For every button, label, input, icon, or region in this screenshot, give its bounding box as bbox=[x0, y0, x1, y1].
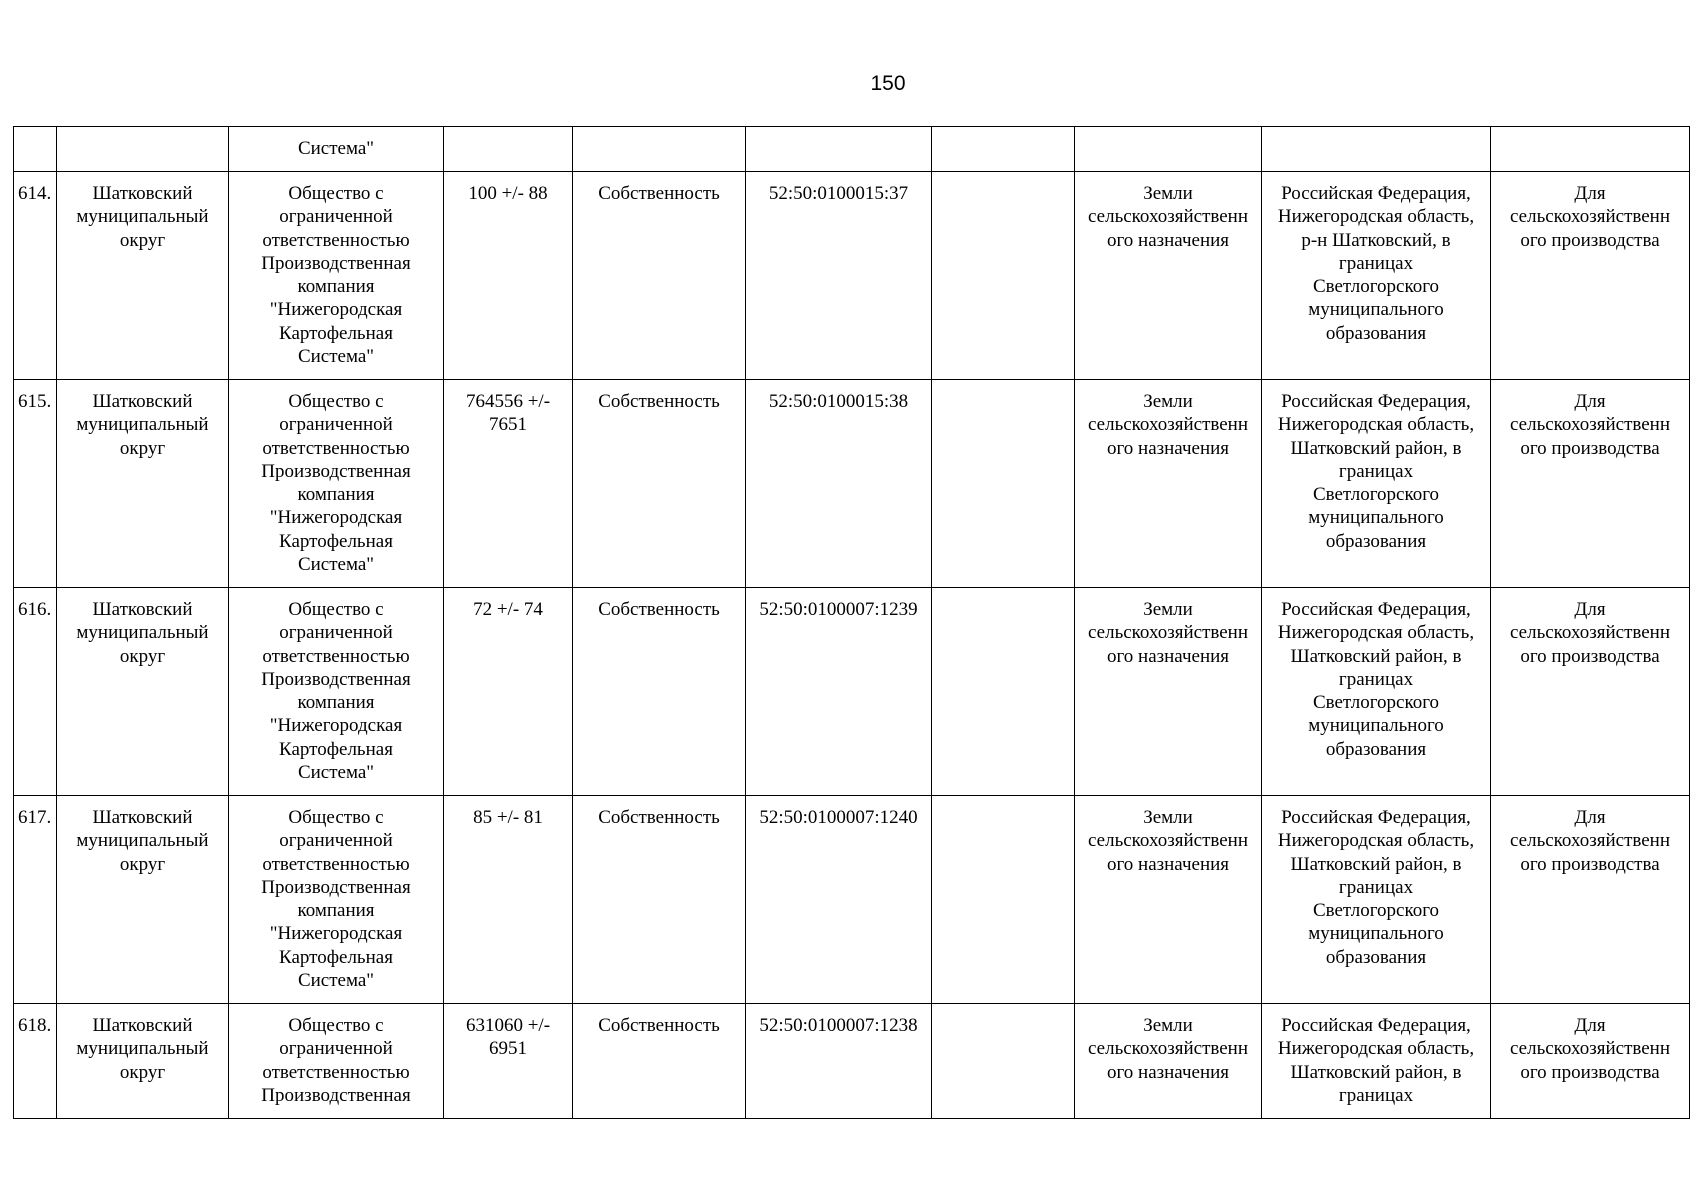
table-row bbox=[14, 380, 1690, 588]
cell-category bbox=[1075, 796, 1262, 1004]
table-row bbox=[14, 1004, 1690, 1119]
cell-line: Российская Федерация, bbox=[1281, 599, 1471, 620]
cell-municipality bbox=[57, 588, 229, 796]
cell-right: Собственность bbox=[573, 588, 746, 796]
table-row bbox=[14, 172, 1690, 380]
cell-area bbox=[444, 588, 573, 796]
cell-line: округ bbox=[119, 645, 166, 667]
cell-line: ого назначения bbox=[1106, 1061, 1230, 1083]
cell-line: сельскохозяйственн bbox=[1087, 206, 1249, 228]
cell-line: компания bbox=[297, 692, 375, 714]
cell-line: Производственная bbox=[261, 1084, 411, 1106]
cell-line: сельскохозяйственн bbox=[1087, 622, 1249, 644]
cell-line: округ bbox=[119, 229, 166, 251]
cell-line: муниципальный bbox=[76, 830, 209, 852]
cell-num: 617. bbox=[14, 796, 57, 1004]
cell-line: Шатковский bbox=[92, 391, 193, 412]
cell-owner bbox=[229, 588, 444, 796]
cell-line: ответственностью bbox=[262, 437, 410, 459]
cell-cadastral: 52:50:0100007:1238 bbox=[746, 1004, 932, 1119]
cell-line: Светлогорского bbox=[1312, 900, 1440, 922]
cell-line: ограниченной bbox=[279, 622, 393, 644]
cell-line: ого производства bbox=[1520, 229, 1660, 251]
cell-municipality bbox=[57, 127, 229, 172]
cell-line: образования bbox=[1325, 530, 1427, 552]
cell-line: ответственностью bbox=[262, 645, 410, 667]
cell-line: 72 +/- 74 bbox=[473, 599, 543, 620]
cell-line: ого назначения bbox=[1106, 229, 1230, 251]
cell-address bbox=[1262, 796, 1491, 1004]
cell-line: сельскохозяйственн bbox=[1509, 414, 1671, 436]
cell-line: ограниченной bbox=[279, 1038, 393, 1060]
cell-line: ответственностью bbox=[262, 1061, 410, 1083]
cell-use bbox=[1491, 380, 1690, 588]
cell-line: Картофельная bbox=[279, 322, 393, 344]
continuation-row bbox=[14, 127, 1690, 172]
cell-line: округ bbox=[119, 1061, 166, 1083]
cell-line: "Нижегородская bbox=[269, 923, 403, 945]
cell-line: сельскохозяйственн bbox=[1087, 1038, 1249, 1060]
cell-line: Земли bbox=[1143, 1015, 1193, 1036]
cell-owner bbox=[229, 172, 444, 380]
cell-line: Нижегородская область, bbox=[1277, 1038, 1475, 1060]
cell-line: ого производства bbox=[1520, 645, 1660, 667]
cell-line: Шатковский район, в bbox=[1290, 437, 1462, 459]
cell-line: Производственная bbox=[261, 252, 411, 274]
cell-line: муниципального bbox=[1308, 299, 1444, 321]
cell-line: границах bbox=[1338, 460, 1414, 482]
cell-use bbox=[1491, 127, 1690, 172]
page-number: 150 bbox=[870, 72, 906, 95]
cell-line: р-н Шатковский, в bbox=[1301, 229, 1451, 251]
cell-line: Общество с bbox=[288, 1015, 384, 1036]
cell-line: сельскохозяйственн bbox=[1509, 830, 1671, 852]
cell-line: 764556 +/- bbox=[465, 391, 551, 412]
cell-owner bbox=[229, 127, 444, 172]
cell-line: Производственная bbox=[261, 668, 411, 690]
cell-line: Нижегородская область, bbox=[1277, 622, 1475, 644]
cell-line: Картофельная bbox=[279, 946, 393, 968]
cell-line: Российская Федерация, bbox=[1281, 1015, 1471, 1036]
cell-line: муниципального bbox=[1308, 507, 1444, 529]
cell-line: компания bbox=[297, 484, 375, 506]
cell-line: границах bbox=[1338, 876, 1414, 898]
cell-cadastral: 52:50:0100015:37 bbox=[746, 172, 932, 380]
cell-line: ограниченной bbox=[279, 206, 393, 228]
table-body bbox=[14, 127, 1690, 1119]
cell-line: Светлогорского bbox=[1312, 692, 1440, 714]
cell-line: Нижегородская область, bbox=[1277, 414, 1475, 436]
cell-right: Собственность bbox=[573, 1004, 746, 1119]
cell-right bbox=[573, 127, 746, 172]
cell-line: компания bbox=[297, 276, 375, 298]
cell-owner bbox=[229, 796, 444, 1004]
cell-line: Российская Федерация, bbox=[1281, 807, 1471, 828]
owner-tail: Система" bbox=[297, 138, 375, 159]
cell-line: Производственная bbox=[261, 876, 411, 898]
cell-line: Шатковский район, в bbox=[1290, 853, 1462, 875]
cell-line: 7651 bbox=[489, 414, 527, 436]
cell-line: Шатковский bbox=[92, 807, 193, 828]
cell-line: Система" bbox=[297, 554, 375, 576]
cell-line: Система" bbox=[297, 762, 375, 784]
cell-line: муниципального bbox=[1308, 923, 1444, 945]
cell-address bbox=[1262, 127, 1491, 172]
cell-line: ого назначения bbox=[1106, 645, 1230, 667]
cell-cadastral bbox=[746, 127, 932, 172]
cell-area bbox=[444, 1004, 573, 1119]
cell-right: Собственность bbox=[573, 380, 746, 588]
cell-use bbox=[1491, 796, 1690, 1004]
cell-area bbox=[444, 380, 573, 588]
cell-line: ого назначения bbox=[1106, 437, 1230, 459]
cell-line: Российская Федерация, bbox=[1281, 391, 1471, 412]
cell-line: "Нижегородская bbox=[269, 299, 403, 321]
cell-line: ого производства bbox=[1520, 437, 1660, 459]
cell-line: "Нижегородская bbox=[269, 507, 403, 529]
cell-line: Для bbox=[1574, 183, 1606, 204]
cell-line: Система" bbox=[297, 970, 375, 992]
cell-line: Общество с bbox=[288, 807, 384, 828]
cell-extra bbox=[932, 796, 1075, 1004]
cell-line: Общество с bbox=[288, 599, 384, 620]
cell-line: Земли bbox=[1143, 183, 1193, 204]
cell-line: Картофельная bbox=[279, 530, 393, 552]
cell-use bbox=[1491, 172, 1690, 380]
cell-line: границах bbox=[1338, 252, 1414, 274]
cell-line: ого производства bbox=[1520, 1061, 1660, 1083]
cell-line: Светлогорского bbox=[1312, 276, 1440, 298]
cell-address bbox=[1262, 1004, 1491, 1119]
cell-line: образования bbox=[1325, 738, 1427, 760]
cell-line: округ bbox=[119, 853, 166, 875]
cell-line: Земли bbox=[1143, 391, 1193, 412]
cell-line: Для bbox=[1574, 599, 1606, 620]
cell-owner bbox=[229, 1004, 444, 1119]
cell-line: 100 +/- 88 bbox=[468, 183, 548, 204]
cell-category bbox=[1075, 1004, 1262, 1119]
table-row bbox=[14, 588, 1690, 796]
cell-line: ограниченной bbox=[279, 830, 393, 852]
cell-address bbox=[1262, 172, 1491, 380]
cell-line: муниципальный bbox=[76, 1038, 209, 1060]
cell-line: Шатковский район, в bbox=[1290, 1061, 1462, 1083]
cell-line: сельскохозяйственн bbox=[1509, 622, 1671, 644]
cell-cadastral: 52:50:0100015:38 bbox=[746, 380, 932, 588]
cell-line: Нижегородская область, bbox=[1277, 206, 1475, 228]
cell-right: Собственность bbox=[573, 796, 746, 1004]
cell-use bbox=[1491, 1004, 1690, 1119]
cell-num: 615. bbox=[14, 380, 57, 588]
cell-num: 616. bbox=[14, 588, 57, 796]
cell-category bbox=[1075, 380, 1262, 588]
cell-line: Шатковский bbox=[92, 183, 193, 204]
cell-line: 631060 +/- bbox=[465, 1015, 551, 1036]
cell-extra bbox=[932, 172, 1075, 380]
cell-line: Светлогорского bbox=[1312, 484, 1440, 506]
cell-use bbox=[1491, 588, 1690, 796]
cell-line: границах bbox=[1338, 1084, 1414, 1106]
cell-line: компания bbox=[297, 900, 375, 922]
cell-line: Земли bbox=[1143, 599, 1193, 620]
cell-extra bbox=[932, 127, 1075, 172]
cell-line: образования bbox=[1325, 946, 1427, 968]
cell-line: образования bbox=[1325, 322, 1427, 344]
cell-line: сельскохозяйственн bbox=[1087, 830, 1249, 852]
cell-category bbox=[1075, 588, 1262, 796]
cell-line: ого назначения bbox=[1106, 853, 1230, 875]
cell-line: Земли bbox=[1143, 807, 1193, 828]
cell-line: ого производства bbox=[1520, 853, 1660, 875]
cell-num: 614. bbox=[14, 172, 57, 380]
cell-category bbox=[1075, 127, 1262, 172]
cell-line: Картофельная bbox=[279, 738, 393, 760]
cell-area bbox=[444, 172, 573, 380]
cell-line: ответственностью bbox=[262, 229, 410, 251]
cell-address bbox=[1262, 380, 1491, 588]
cell-area bbox=[444, 796, 573, 1004]
cell-line: Шатковский район, в bbox=[1290, 645, 1462, 667]
cell-area bbox=[444, 127, 573, 172]
cell-line: ответственностью bbox=[262, 853, 410, 875]
cell-line: Шатковский bbox=[92, 599, 193, 620]
cell-line: муниципального bbox=[1308, 715, 1444, 737]
cell-line: Для bbox=[1574, 1015, 1606, 1036]
cell-line: Для bbox=[1574, 391, 1606, 412]
cell-line: ограниченной bbox=[279, 414, 393, 436]
cell-num bbox=[14, 127, 57, 172]
cell-owner bbox=[229, 380, 444, 588]
cell-line: 6951 bbox=[489, 1038, 527, 1060]
cell-right: Собственность bbox=[573, 172, 746, 380]
table-row bbox=[14, 796, 1690, 1004]
cell-line: сельскохозяйственн bbox=[1509, 1038, 1671, 1060]
cell-line: Нижегородская область, bbox=[1277, 830, 1475, 852]
cell-line: 85 +/- 81 bbox=[473, 807, 543, 828]
cell-line: Система" bbox=[297, 346, 375, 368]
cell-line: Производственная bbox=[261, 460, 411, 482]
cell-municipality bbox=[57, 172, 229, 380]
cell-line: сельскохозяйственн bbox=[1087, 414, 1249, 436]
cell-address bbox=[1262, 588, 1491, 796]
cell-category bbox=[1075, 172, 1262, 380]
cell-line: муниципальный bbox=[76, 622, 209, 644]
cell-line: округ bbox=[119, 437, 166, 459]
cell-line: границах bbox=[1338, 668, 1414, 690]
cell-cadastral: 52:50:0100007:1240 bbox=[746, 796, 932, 1004]
cell-line: Российская Федерация, bbox=[1281, 183, 1471, 204]
cell-line: муниципальный bbox=[76, 206, 209, 228]
cell-municipality bbox=[57, 380, 229, 588]
cell-extra bbox=[932, 1004, 1075, 1119]
cell-extra bbox=[932, 588, 1075, 796]
cell-municipality bbox=[57, 1004, 229, 1119]
cell-extra bbox=[932, 380, 1075, 588]
cell-num: 618. bbox=[14, 1004, 57, 1119]
cell-cadastral: 52:50:0100007:1239 bbox=[746, 588, 932, 796]
cell-line: сельскохозяйственн bbox=[1509, 206, 1671, 228]
cell-line: Для bbox=[1574, 807, 1606, 828]
cell-line: "Нижегородская bbox=[269, 715, 403, 737]
cell-line: Общество с bbox=[288, 183, 384, 204]
cell-line: Общество с bbox=[288, 391, 384, 412]
land-registry-table bbox=[13, 126, 1690, 1119]
cell-line: муниципальный bbox=[76, 414, 209, 436]
cell-municipality bbox=[57, 796, 229, 1004]
cell-line: Шатковский bbox=[92, 1015, 193, 1036]
